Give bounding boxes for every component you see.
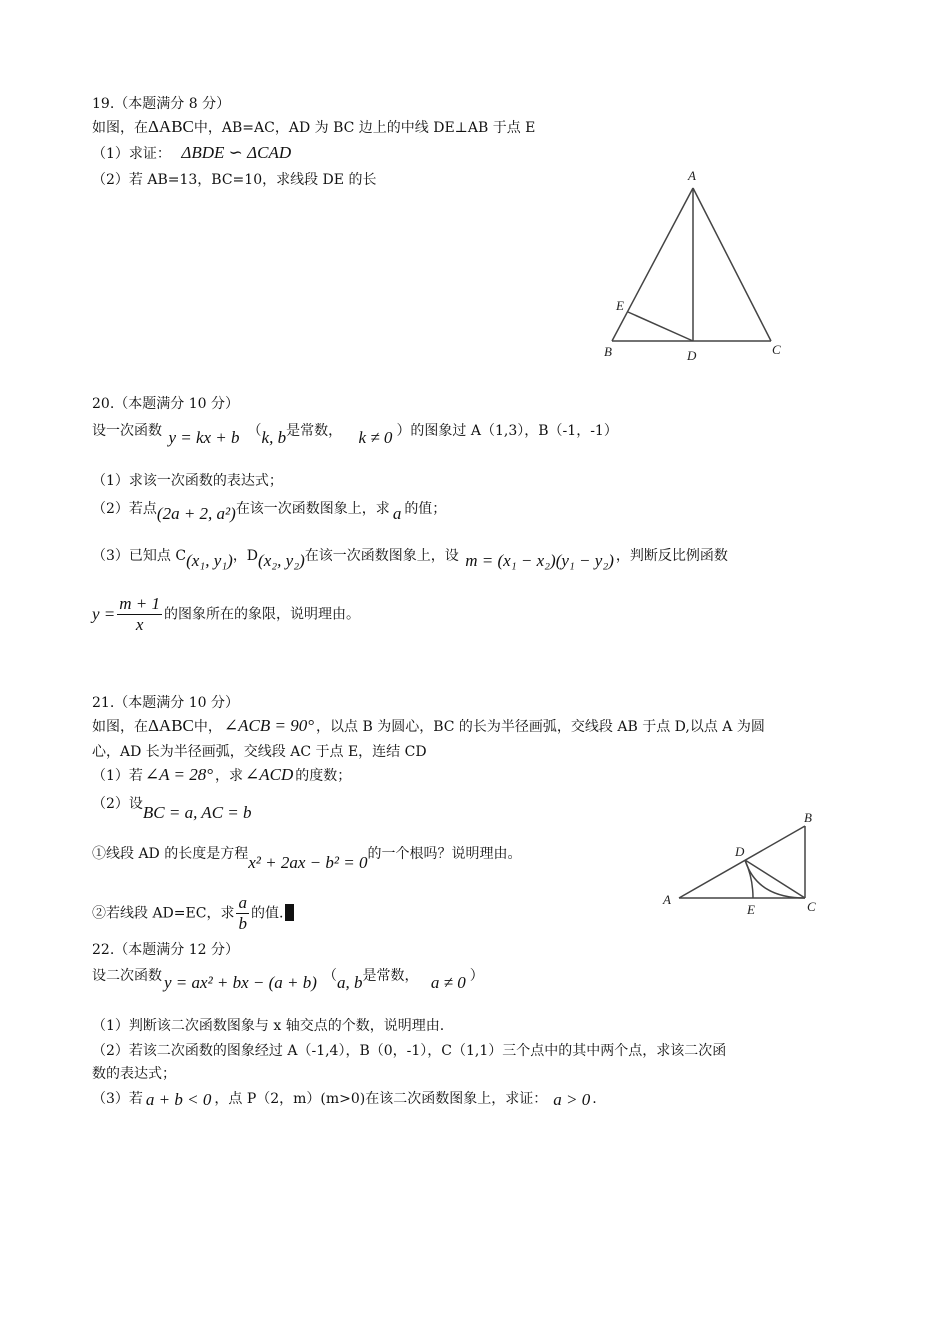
q19-part1 [92, 143, 291, 164]
q20-part2-var: a [392, 504, 402, 523]
q22-function: y = ax² + bx − (a + b) [164, 973, 317, 992]
q21-part2-i-text-b: 的一个根吗？说明理由。 [367, 846, 522, 862]
q21-label-e: E [747, 902, 755, 917]
text-cursor [285, 904, 294, 921]
q19-triangle: ΔABC [148, 117, 194, 136]
q22-a-nonzero: a ≠ 0 [430, 973, 466, 992]
q21-part2 [92, 793, 252, 822]
q21-label-b: B [804, 810, 812, 825]
q20-fraction-numerator: m + 1 [119, 594, 161, 613]
q20-part2-point: (2a + 2, a²) [156, 504, 236, 523]
q19-stem [92, 117, 535, 138]
q20-point-c: (x₁, y₁) [186, 551, 233, 570]
q19-figure [598, 164, 798, 370]
q20-part3-text-c: 在该一次函数图象上，设 [304, 548, 459, 564]
q22-part3-text-a: （3）若 [92, 1091, 143, 1107]
q20-fraction-denominator: x [135, 615, 144, 634]
q21-part2-i [92, 843, 522, 872]
q21-angle-a: ∠A = 28° [144, 765, 214, 784]
q21-part1-text-c: 的度数； [295, 768, 352, 784]
q22-condition: a + b < 0 [145, 1090, 212, 1109]
q21-right-angle: ∠ACB = 90° [223, 716, 315, 735]
q22-ab: a, b [336, 973, 363, 992]
q21-label-d: D [735, 844, 745, 859]
q22-part2: （2）若该二次函数的图象经过 A（-1,4），B（0，-1），C（1,1）三个点中的其中两个点，求该二次函 [92, 1043, 727, 1059]
q21-part2-ii-text-b: 的值. [250, 905, 284, 922]
q19-side-ac [693, 188, 771, 341]
q21-part1-text-a: （1）若 [92, 768, 143, 784]
q21-triangle: ΔABC [148, 716, 194, 735]
q20-stem-text-d: ）的图象过 A（1,3），B（-1，-1） [396, 423, 618, 439]
q22-stem-text-c: 是常数， [362, 968, 419, 984]
q22-part3-text-b: ，点 P（2，m）(m>0)在该二次函数图象上，求证： [214, 1091, 548, 1107]
q21-part2-i-text-a: ①线段 AD 的长度是方程 [92, 846, 249, 862]
q21-stem-text-c: ，以点 B 为圆心，BC 的长为半径画弧，交线段 AB 于点 D,以点 A 为圆 [316, 719, 765, 735]
q20-part3-text-d: ，判断反比例函数 [615, 548, 728, 564]
q22-part3 [92, 1088, 597, 1109]
q22-stem [92, 965, 484, 992]
q21-stem [92, 716, 765, 737]
q20-inverse-fraction [117, 594, 162, 635]
q19-label-d: D [687, 348, 697, 363]
q20-stem-paren: （ [247, 423, 262, 439]
q19-part1-label: （1）求证： [92, 146, 171, 162]
q21-ratio-numerator: a [238, 893, 247, 912]
q21-side-ab [679, 826, 805, 898]
q20-part1: （1）求该一次函数的表达式； [92, 473, 283, 489]
q20-k-nonzero: k ≠ 0 [358, 428, 393, 447]
q20-kb: k, b [261, 428, 287, 447]
q20-part2-text-c: 的值； [404, 501, 447, 517]
q22-header: 22.（本题满分 12 分） [92, 942, 239, 958]
q20-part2-text-a: （2）若点 [92, 501, 157, 517]
q22-part3-text-c: . [592, 1091, 597, 1107]
q22-part2-cont: 数的表达式； [92, 1066, 176, 1082]
q22-stem-close: ） [469, 968, 484, 984]
q21-arc-de [745, 860, 753, 898]
q22-result: a > 0 [553, 1090, 591, 1109]
q20-part3-cont [92, 594, 360, 635]
q20-stem [92, 420, 618, 447]
q20-part3-text-b: ，D [232, 548, 259, 564]
q19-label-c: C [772, 342, 781, 357]
q21-label-a: A [663, 892, 671, 907]
q21-stem-text-a: 如图，在 [92, 719, 148, 735]
q21-part2-ii-text-a: ②若线段 AD=EC，求 [92, 905, 235, 922]
q21-part1 [92, 765, 351, 786]
q20-part2 [92, 498, 447, 523]
q20-part3-text-e: 的图象所在的象限，说明理由。 [164, 606, 361, 623]
q19-part1-math: ΔBDE ∽ ΔCAD [181, 143, 292, 162]
q21-part2-ii [92, 893, 294, 934]
q21-figure [655, 808, 840, 928]
q21-label-c: C [807, 899, 816, 914]
q22-stem-paren: （ [322, 968, 337, 984]
q21-part2-math: BC = a, AC = b [142, 803, 252, 822]
q19-label-e: E [616, 298, 624, 313]
q20-part3 [92, 545, 728, 570]
q22-part1: （1）判断该二次函数图象与 x 轴交点的个数，说明理由. [92, 1018, 445, 1034]
q21-stem-line2: 心，AD 长为半径画弧，交线段 AC 于点 E，连结 CD [92, 744, 427, 760]
q19-header: 19.（本题满分 8 分） [92, 96, 231, 112]
q20-part2-text-b: 在该一次函数图象上，求 [235, 501, 390, 517]
q19-part2: （2）若 AB=13，BC=10，求线段 DE 的长 [92, 172, 377, 188]
q20-stem-text-c: 是常数， [286, 423, 343, 439]
q21-equation: x² + 2ax − b² = 0 [248, 853, 368, 872]
q20-header: 20.（本题满分 10 分） [92, 396, 239, 412]
q19-label-a: A [688, 168, 696, 183]
q21-ratio-denominator: b [238, 914, 247, 933]
q21-stem-text-b: 中， [193, 719, 222, 735]
q21-angle-acd: ∠ACD [245, 765, 294, 784]
q19-stem-text-b: 中，AB=AC，AD 为 BC 边上的中线 DE⊥AB 于点 E [193, 120, 536, 136]
q20-function: y = kx + b [168, 428, 240, 447]
q20-m-definition: m = (x₁ − x₂)(y₁ − y₂) [465, 551, 614, 570]
q19-stem-text-a: 如图，在 [92, 120, 148, 136]
q19-segment-de [628, 312, 693, 341]
q21-ratio-fraction [236, 893, 249, 934]
q22-stem-text-a: 设二次函数 [92, 968, 162, 984]
q20-point-d: (x₂, y₂) [258, 551, 305, 570]
q19-side-ab [612, 188, 693, 341]
q20-part3-text-a: （3）已知点 C [92, 548, 187, 564]
q21-header: 21.（本题满分 10 分） [92, 695, 239, 711]
q20-stem-text-a: 设一次函数 [92, 423, 162, 439]
q19-label-b: B [604, 344, 612, 359]
q21-part2-text-a: （2）设 [92, 796, 143, 812]
q21-part1-text-b: ，求 [215, 768, 244, 784]
q20-inverse-y: y = [92, 604, 116, 624]
